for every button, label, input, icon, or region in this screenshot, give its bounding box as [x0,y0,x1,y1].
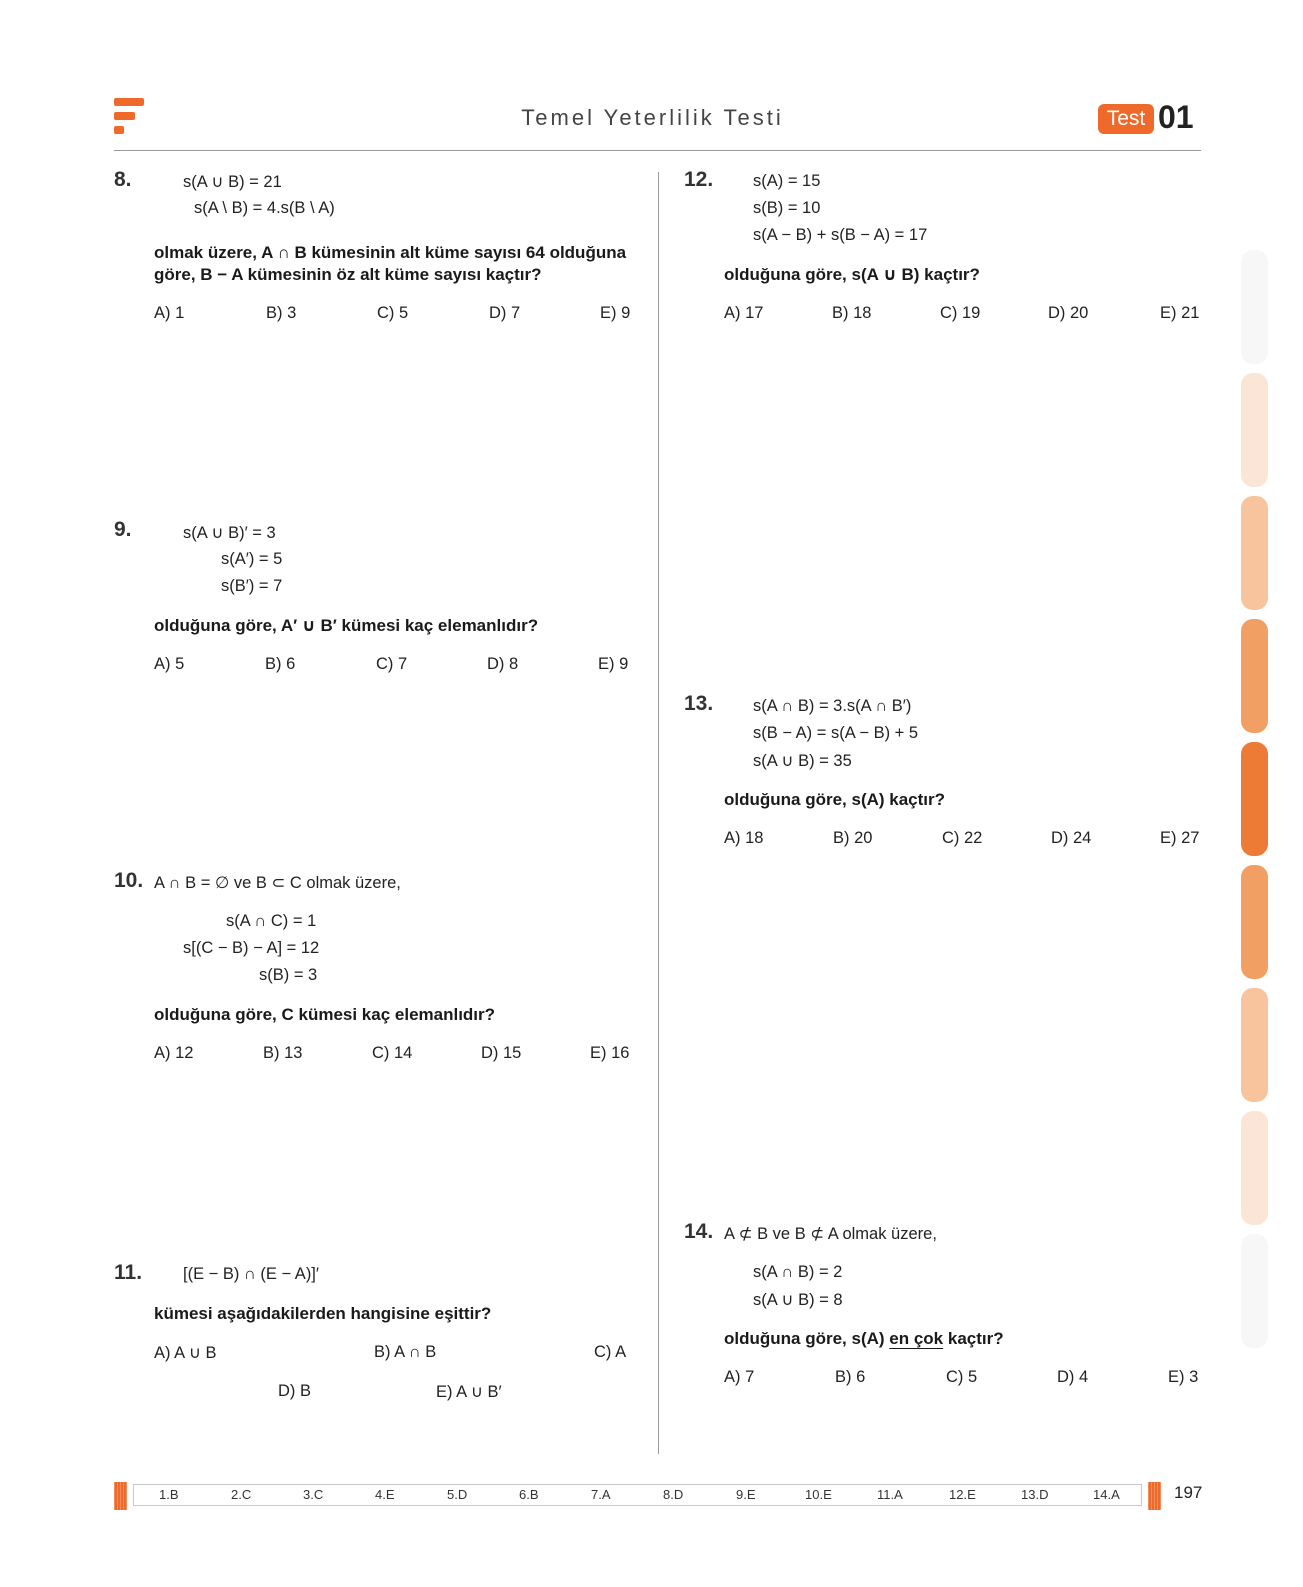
option-b[interactable]: B) 6 [265,655,296,673]
side-tab [1241,250,1268,364]
question-number: 14. [684,1220,714,1243]
answer-key-item: 6.B [519,1487,539,1502]
option-d[interactable]: D) 4 [1057,1368,1089,1386]
question-number: 10. [114,869,144,892]
option-b[interactable]: B) 13 [263,1044,303,1062]
question-number: 11. [114,1261,143,1284]
given-line: s(A ∩ B) = 3.s(A ∩ B′) [753,697,912,715]
option-a[interactable]: A) 5 [154,655,185,673]
side-tab [1241,1234,1268,1348]
side-tab [1241,742,1268,856]
given-line: s(A ∪ B) = 21 [183,173,282,191]
option-e[interactable]: E) 16 [590,1044,630,1062]
option-c[interactable]: C) 7 [376,655,408,673]
page-number: 197 [1174,1483,1203,1502]
option-a[interactable]: A) A ∪ B [154,1344,217,1362]
side-tab [1241,373,1268,487]
answer-key-item: 10.E [805,1487,832,1502]
given-line: s(A ∪ B) = 8 [753,1291,843,1309]
answer-key-item: 11.A [877,1487,903,1502]
given-line: s(A \ B) = 4.s(B \ A) [194,199,335,217]
question-text [724,1329,1004,1349]
side-tab [1241,619,1268,733]
option-e[interactable]: E) 9 [600,304,631,322]
given-line: s(A − B) + s(B − A) = 17 [753,226,928,244]
given-line: s(B) = 3 [259,966,318,984]
option-c[interactable]: C) 22 [942,829,983,847]
given-line: s(B − A) = s(A − B) + 5 [753,724,919,742]
option-b[interactable]: B) 20 [833,829,873,847]
option-e[interactable]: E) 27 [1160,829,1200,847]
given-line: [(E − B) ∩ (E − A)]′ [183,1265,319,1283]
option-d[interactable]: D) 15 [481,1044,522,1062]
header-divider [114,150,1201,151]
option-c[interactable]: C) 5 [946,1368,978,1386]
question-text: olduğuna göre, s(A) kaçtır? [724,790,946,809]
question-intro: A ⊄ B ve B ⊄ A olmak üzere, [724,1225,937,1243]
option-d[interactable]: D) 7 [489,304,521,322]
option-c[interactable]: C) 14 [372,1044,413,1062]
given-line: s(A ∪ B) = 35 [753,752,852,770]
side-tab [1241,988,1268,1102]
option-c[interactable]: C) 5 [377,304,409,322]
page-title: Temel Yeterlilik Testi [521,105,784,130]
question-text: kümesi aşağıdakilerden hangisine eşittir? [154,1304,492,1323]
answer-key [133,1484,1142,1506]
side-tab [1241,496,1268,610]
test-number: 01 [1158,99,1194,135]
answer-bar-left-cap [114,1482,127,1510]
side-tab [1241,1111,1268,1225]
given-line: s[(C − B) − A] = 12 [183,939,320,957]
option-e[interactable]: E) 3 [1168,1368,1199,1386]
option-e[interactable]: E) 9 [598,655,629,673]
option-b[interactable]: B) 6 [835,1368,866,1386]
option-a[interactable]: A) 17 [724,304,764,322]
answer-key-item: 12.E [949,1487,976,1502]
given-line: s(A) = 15 [753,172,821,190]
question-number: 8. [114,168,132,191]
question-text-prefix: olduğuna göre, s(A) [724,1329,890,1348]
answer-key-item: 4.E [375,1487,395,1502]
question-intro: A ∩ B = ∅ ve B ⊂ C olmak üzere, [154,874,401,892]
option-c[interactable]: C) A [594,1343,627,1361]
given-line: s(A ∪ B)′ = 3 [183,524,276,542]
side-tab [1241,865,1268,979]
answer-bar-right-cap [1148,1482,1161,1510]
option-c[interactable]: C) 19 [940,304,981,322]
option-d[interactable]: D) 8 [487,655,519,673]
option-e[interactable]: E) A ∪ B′ [436,1383,502,1401]
option-a[interactable]: A) 7 [724,1368,755,1386]
option-d[interactable]: D) 24 [1051,829,1092,847]
answer-key-item: 7.A [591,1487,611,1502]
test-badge: Test [1098,104,1154,134]
answer-key-item: 3.C [303,1487,324,1502]
option-d[interactable]: D) 20 [1048,304,1089,322]
given-line: s(A′) = 5 [221,550,283,568]
answer-key-item: 9.E [736,1487,756,1502]
option-a[interactable]: A) 12 [154,1044,194,1062]
answer-key-item: 14.A [1093,1487,1120,1502]
option-e[interactable]: E) 21 [1160,304,1200,322]
question-number: 12. [684,168,714,191]
option-b[interactable]: B) 18 [832,304,872,322]
question-text: göre, B − A kümesinin öz alt küme sayısı kaçtır? [154,265,542,284]
given-line: s(B′) = 7 [221,577,283,595]
option-a[interactable]: A) 18 [724,829,764,847]
option-a[interactable]: A) 1 [154,304,185,322]
publisher-logo [114,98,144,138]
column-divider [658,172,659,1454]
given-line: s(B) = 10 [753,199,821,217]
answer-key-item: 13.D [1021,1487,1049,1502]
option-d[interactable]: D) B [278,1382,311,1400]
question-number: 13. [684,692,714,715]
option-b[interactable]: B) A ∩ B [374,1343,437,1361]
question-number: 9. [114,518,132,541]
question-text: olduğuna göre, s(A ∪ B) kaçtır? [724,265,980,284]
question-text: olduğuna göre, A′ ∪ B′ kümesi kaç elemanlıdır? [154,616,539,635]
given-line: s(A ∩ B) = 2 [753,1263,843,1281]
answer-key-item: 1.B [159,1487,179,1502]
answer-key-item: 8.D [663,1487,684,1502]
answer-key-item: 2.C [231,1487,252,1502]
question-emphasis: en çok [889,1329,944,1348]
option-b[interactable]: B) 3 [266,304,297,322]
question-text: olmak üzere, A ∩ B kümesinin alt küme sayısı 64 olduğuna [154,243,627,262]
answer-key-item: 5.D [447,1487,468,1502]
question-text-suffix: kaçtır? [943,1329,1004,1348]
given-line: s(A ∩ C) = 1 [226,912,317,930]
question-text: olduğuna göre, C kümesi kaç elemanlıdır? [154,1005,496,1024]
